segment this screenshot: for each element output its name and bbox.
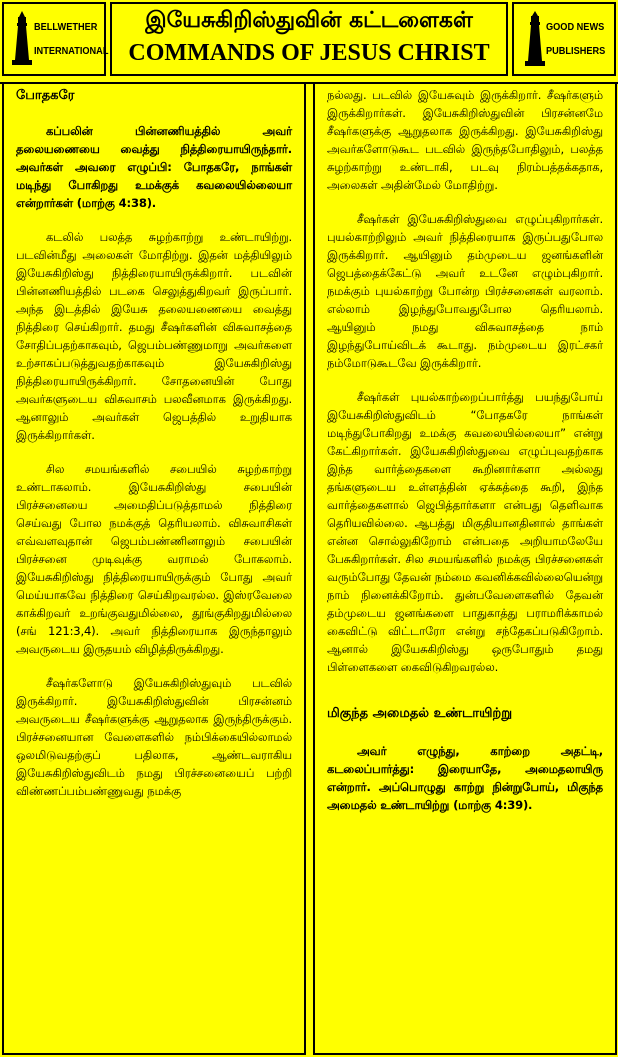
left-column bbox=[2, 82, 306, 1055]
right-column bbox=[313, 82, 617, 1055]
left-logo-line-2: INTERNATIONAL bbox=[34, 46, 109, 57]
paragraph: சில சமயங்களில் சபையில் சுழற்காற்று உண்டாகலாம். இயேசுகிறிஸ்து சபையின் பிரச்சனையை அமைதிப்படுத்தாமல் நித்திரை செய்வது போல நமக்குத் தெரியலாம். விசுவாசிகள் எவ்வளவுதான் ஜெபம்பண்ணினாலும் சபையின் பிரச்சனை முடிவுக்கு வராமல் போகலாம். இயேசுகிறிஸ்து நித்திரையாயிருக்கும் போது அவர் மெய்யாகவே நித்திரை செய்கிறவரல்ல. இஸ்ரவேலை காக்கிறவர் உறங்குவதுமில்லை, தூங்குகிறதுமில்லை (சங் 121:3,4). அவர் நித்திரையாக இருந்தாலும் அவருடைய இருதயம் விழித்திருக்கிறது. bbox=[16, 462, 292, 656]
paragraph: கடலில் பலத்த சுழற்காற்று உண்டாயிற்று. படவின்மீது அலைகள் மோதிற்று. இதன் மத்தியிலும் இயேசுகிறிஸ்து நித்திரையாயிருக்கிறார். படவின் பின்னணியத்தில் படகை செலுத்துகிறவர் இருப்பார். அந்த இடத்தில் இயேசு தலையணையை வைத்து நித்திரை செய்கிறார். தமது சீஷர்களின் விசுவாசத்தை சோதிப்பதற்காகவும், ஜெபம்பண்ணுமாறு அவர்களை உற்சாகப்படுத்துவதற்காகவும் இயேசுகிறிஸ்து நித்திரையாயிருக்கிறார். சோதனையின் போது அவர்களுடைய விசுவாசம் பலவீனமாக இருக்கிறது. ஆனாலும் அவர்கள் ஜெபத்தில் உறுதியாக இருக்கிறார்கள். bbox=[16, 230, 292, 442]
title-english: COMMANDS OF JESUS CHRIST bbox=[128, 40, 490, 66]
left-logo-line-1: BELLWETHER bbox=[34, 22, 98, 33]
title-tamil: இயேசுகிறிஸ்துவின் கட்டளைகள் bbox=[145, 8, 473, 33]
section-heading: போதகரே bbox=[16, 88, 75, 103]
verse-quote: அவர் எழுந்து, காற்றை அதட்டி, கடலைப்பார்த்து: இரையாதே, அமைதலாயிரு என்றார். அப்பொழுது காற்று நின்றுபோய், மிகுந்த அமைதல் உண்டாயிற்று (மாற்கு 4:39). bbox=[327, 744, 603, 812]
right-logo-line-1: GOOD NEWS bbox=[546, 22, 605, 33]
paragraph: நல்லது. படவில் இயேசுவும் இருக்கிறார். சீஷர்களும் இருக்கிறார்கள். இயேசுகிறிஸ்துவின் பிரசன்னமே சீஷர்களுக்கு ஆறுதலாக இருக்கிறது. இயேசுகிறிஸ்து அவர்களோடுகூட படவில் இருந்தபோதிலும், பலத்த சுழற்காற்று உண்டாகி, படவு நிரம்பத்தக்கதாக, அலைகள் அதின்மேல் மோதிற்று. bbox=[327, 88, 603, 192]
title-box bbox=[110, 2, 508, 76]
lighthouse-icon bbox=[10, 10, 34, 66]
header bbox=[0, 0, 618, 84]
paragraph: சீஷர்கள் புயல்காற்றைப்பார்த்து பயந்துபோய் இயேசுகிறிஸ்துவிடம் “போதகரே நாங்கள் மடிந்துபோகிறது உமக்கு கவலையில்லையா” என்று கேட்கிறார்கள். இயேசுகிறிஸ்துவை எழுப்புவதற்காக இந்த வார்த்தைகளை கூறினார்களா அல்லது தங்களுடைய உள்ளத்தின் ஏக்கத்தை கூறி, இந்த வார்த்தைகளால் ஜெபித்தார்களா என்பது தெளிவாக தெரியவில்லை. ஆபத்து மிகுதியானதினால் தாங்கள் என்ன சொல்லுகிறோம் என்பதை அறியாமலேயே பேசுகிறார்கள். சில சமயங்களில் நமக்கு பிரச்சனைகள் வரும்போது தேவன் நம்மை கவனிக்கவில்லையென்று நாம் நினைக்கிறோம். துன்பவேளைகளில் தேவன் தம்முடைய ஜனங்களை பாதுகாத்து பராமரிக்காமல் கைவிட்டு விட்டாரோ என்று சந்தேகப்படுகிறோம். ஆனால் இயேசுகிறிஸ்து ஒருபோதும் தமது பிள்ளைகளை கைவிடுகிறவரல்ல. bbox=[327, 390, 603, 674]
good-news-logo bbox=[512, 2, 616, 76]
bellwether-logo bbox=[2, 2, 109, 76]
lighthouse-icon bbox=[522, 10, 548, 68]
paragraph: சீஷர்களோடு இயேசுகிறிஸ்துவும் படவில் இருக்கிறார். இயேசுகிறிஸ்துவின் பிரசன்னம் அவருடைய சீஷர்களுக்கு ஆறுதலாக இருந்திருக்கும். பிரச்சனையான வேளைகளில் நம்பிக்கையில்லாமல் ஒலமிடுவதற்குப் பதிலாக, ஆண்டவராகிய இயேசுகிறிஸ்துவிடம் நமது பிரச்சனையைப் பற்றி விண்ணப்பம்பண்ணுவது நமக்கு bbox=[16, 676, 292, 798]
paragraph: சீஷர்கள் இயேசுகிறிஸ்துவை எழுப்புகிறார்கள். புயல்காற்றிலும் அவர் நித்திரையாக இருப்பதுபோல இருக்கிறார். ஆயினும் தம்முடைய ஜனங்களின் ஜெபத்தைக்கேட்டு அவர் உடனே எழும்புகிறார். நமக்கும் புயல்காற்று போன்ற பிரச்சனைகள் வரலாம். எல்லாம் இழந்துபோவதுபோல தெரியலாம். ஆயினும் நமது விசுவாசத்தை நாம் இழந்துபோய்விடக் கூடாது. நம்முடைய இரட்சகர் நம்மோடுகூடவே இருக்கிறார். bbox=[327, 212, 603, 370]
right-logo-line-2: PUBLISHERS bbox=[546, 46, 606, 57]
section-heading: மிகுந்த அமைதல் உண்டாயிற்று bbox=[327, 706, 513, 721]
verse-quote: கப்பலின் பின்னணியத்தில் அவர் தலையணையை வைத்து நித்திரையாயிருந்தார். அவர்கள் அவரை எழுப்பி: போதகரே, நாங்கள் மடிந்து போகிறது உமக்குக் கவலையில்லையா என்றார்கள் (மாற்கு 4:38). bbox=[16, 124, 292, 210]
